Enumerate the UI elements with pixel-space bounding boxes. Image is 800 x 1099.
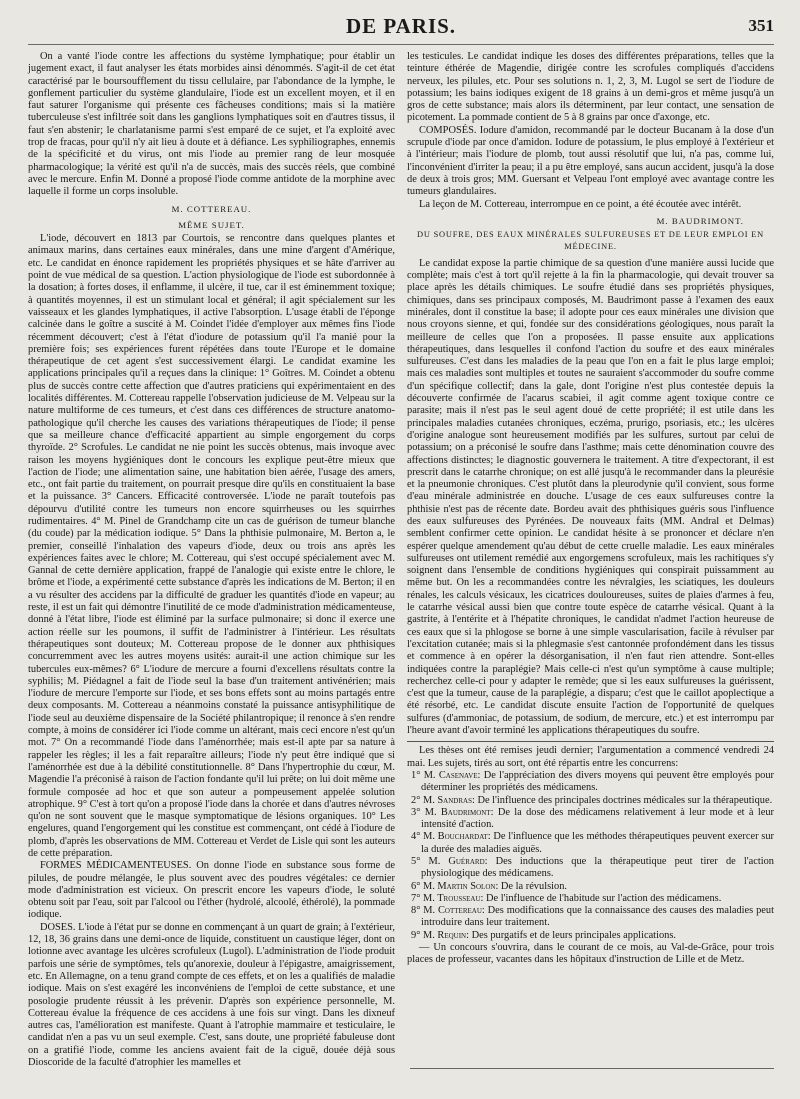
- list-item-name: M. Bouchardat: [423, 831, 488, 843]
- paragraph-testicules: les testicules. Le candidat indique les doses des différentes préparations, telles que la teinture éthérée de Magendie, dirigée contre les scrofules compliqués d'accidens nerveux, les pilules, etc. Pour ses solutions n. 1, 2, 3, M. Lugol se sert de l'iodure de potassium; les bains iodiques exigent de 18 grains à un demi-gros et même jusqu'à un gros de cette substance; mais alors ils déterminent, par leur contact, une sensation de picotement. La pommade contient de 5 à 8 grains par once d'axonge, etc.: [407, 51, 774, 124]
- list-item-name: M. Martin Solon: [422, 880, 496, 892]
- list-item-text: : De l'influence de l'habitude sur l'action des médicamens.: [480, 892, 722, 904]
- paragraph-composes: COMPOSÉS. Iodure d'amidon, recommandé par le docteur Bucanam à la dose d'un scrupule d'iode par once d'amidon. Iodure de potassium, le plus employé à l'extérieur et à l'intérieur; mais l'iodure de plomb, tout aussi résolutif que lui, n'a pas, comme lui, l'inconvénient d'irriter la peau; il a pu être employé, sans aucun accident, jusqu'à la dose de deux à trois gros; MM. Guersant et Velpeau l'ont employé avec avantage contre les tumeurs glandulaires.: [407, 124, 774, 198]
- list-item-text: : De la dose des médicamens relativement à leur mode et à leur intensité d'action.: [421, 806, 775, 831]
- list-item: [407, 856, 774, 881]
- paragraph-theses: Les thèses ont été remises jeudi dernier; l'argumentation a commencé vendredi 24 mai. Les sujets, tirés au sort, ont été répartis entre les concurrens:: [407, 745, 774, 769]
- list-item: [407, 770, 774, 795]
- list-item-number: 2°: [411, 794, 421, 806]
- list-item-number: 5°: [411, 856, 421, 867]
- paragraph-concours: — Un concours s'ouvrira, dans le courant de ce mois, au Val-de-Grâce, pour trois places de professeur, vacantes dans les hôpitaux d'instruction de Lille et de Metz.: [407, 942, 774, 966]
- list-item-name: M. Baudrimont: [424, 806, 491, 818]
- list-item: [407, 893, 774, 905]
- list-item-text: : Des modifications que la connaissance des causes des maladies peut introduire dans leur traitement.: [421, 905, 774, 929]
- footer-divider: [410, 1068, 774, 1069]
- list-item: [407, 881, 774, 893]
- list-item: [407, 930, 774, 942]
- masthead: [28, 10, 774, 45]
- list-item-name: M. Guérard: [428, 856, 485, 867]
- section-heading-soufre: DU SOUFRE, DES EAUX MINÉRALES SULFUREUSES ET DE LEUR EMPLOI EN MÉDECINE.: [416, 230, 764, 252]
- list-item-number: 6°: [411, 880, 421, 892]
- list-item-name: M. Trousseau: [422, 892, 481, 904]
- paragraph-doses: DOSES. L'iode à l'état pur se donne en commençant à un quart de grain; à l'extérieur, 12, 18, 36 grains dans une demi-once de liquide, constituent un caustique léger, dont on lotionne avec avantage les ulcères scrofuleux (Lugol). L'administration de l'iode produit parfois une série de symptômes, tels qu'anorexie, douleur à l'épigastre, amaigrissement, etc. En Allemagne, on a tenu grand compte de ces effets, et on les a qualifiés de maladie iodique. Mais on s'est exagéré les inconvéniens de l'emploi de cette substance, et une posologie prudente réussit à les prévenir. D'après son expérience personnelle, M. Cottereau évalue la fréquence de ces accidens à une fois sur vingt. Dans les dixneuf autres cas, l'amélioration est manifeste. Quant à l'atrophie mammaire et testiculaire, le candidat n'en a pas vu un seul exemple. C'est, sans doute, une propriété fabuleuse dont on a gratifié l'iode, comme les anciens avaient fait de la ciguë, douée déjà sous Dioscoride de la faculté d'atrophier les mamelles et: [28, 921, 395, 1069]
- paragraph-iode: L'iode, découvert en 1813 par Courtois, se rencontre dans quelques plantes et animaux marins, dans certaines eaux minérales, dans une mine d'argent d'Amérique, etc. Le candidat en énonce rapidement les propriétés physiques et se hâte d'arriver au point de vue médical de sa question. L'action physiologique de l'iode est subordonnée à la dosation; à fortes doses, il enflamme, il ulcère, il tue, car il est éminemment toxique; à quantités moyennes, il est un stimulant local et général; il agit spécialement sur les vaisseaux et les glandes lymphatiques, il active l'absorption. L'usage établi de l'éponge calcinée dans le goître a suscité à M. Coindet l'idée d'employer aux mêmes fins l'iode récemment découvert; c'est à l'état d'iodure de potassium qu'il l'a manié pour la première fois; ses expériences furent répétées dans toute l'Europe et le domaine thérapeutique de cet agent s'est successivement élargi. Le candidat examine les applications principales qu'il a reçues dans la clinique: 1° Goîtres. M. Coindet a obtenu plus de succès contre cette affection que d'autres praticiens qui expérimentaient en des localités différentes. M. Cottereau rappelle l'observation judicieuse de M. Velpeau sur la nature multiforme de ces tumeurs, et c'est dans ces différences de structure anatomo-pathologique qu'il cherche les causes des variations thérapeutiques de l'iode; il pense que sa meilleure chance d'efficacité appartient au simple engorgement du corps thyroïde. 2° Scrofules. Le candidat ne nie point les succès obtenus, mais invoque avec raison les moyens hygiéniques dont le concours les explique peut-être mieux que l'action de l'iode; une alimentation saine, une habitation bien aérée, l'usage des amers, etc., ont fait partie du traitement, on pourrait presque dire qu'ils en constituaient la base et la puissance. 3° Cancers. Efficacité controversée. L'iode ne paraît toutefois pas dépourvu d'utilité contre les tumeurs non encore squirrheuses ou les squirrhes rudimentaires. 4° M. Pinel de Grandchamp cite un cas de guérison de tumeur blanche (du coude) par la médication iodique. 5° Dans la phthisie pulmonaire, M. Berton a, le premier, conseillé l'inhalation des vapeurs d'iode, deux ou trois ans après les expériences faites avec le chlore; M. Cottereau, qui s'est occupé spécialement avec M. Gannal de cette dernière application, frappé de l'analogie qui existe entre le chlore, le brôme et l'iode, a expérimenté cette substance d'après les indications de M. Berton; il en a vu résulter des accidens par la difficulté de graduer les quantités d'iode en vapeur; au reste, il est un fait qui démontre l'inutilité de ce mode d'administration médicamenteuse, donné à l'état libre, l'iode est éliminé par la surface pulmonaire; si donc il exerce une action réelle sur les poumons, il suffit de l'administrer à l'intérieur. Les résultats thérapeutiques sont douteux; M. Cottereau propose de le donner aux phthisiques concurremment avec les autres moyens usités: aurait-il une action chimique sur les tubercules eux-mêmes? 6° L'iodure de mercure a fourni d'excellens résultats contre la syphilis; M. Piédagnel a fait de l'iode seul la base d'un traitement antivénérien; mais l'iodure de mercure l'emporte sur l'iode, et ses bons effets sont au moins partagés entre deux composants. M. Cottereau a néanmoins constaté la puissance antisyphilitique de l'iode seul au deuxième dispensaire de la Société philantropique; il renonce à s'en rendre compte, à moins de considérer ici l'iode comme un altérant, mais ceci encore n'est qu'un mot. 7° On a recommandé l'iode dans l'aménorrhée; mais est-il apte par sa nature à rappeler les règles; il les a fait reparaître ailleurs; l'iode n'y peut être indiqué que si l'aménorrhée est due à la débilité constitutionnelle. 8° Dans l'hypertrophie du cœur, M. Magendie l'a préconisé à raison de l'action fondante qu'il lui prête; on lui doit même une formule composée ad hoc et que son auteur a pompeusement appelée solution atrophique. 9° C'est à tort qu'on a proposé l'iode dans la chorée et dans d'autres névroses qu'on ne sont souvent que le masque symptomatique de lésions organiques. 10° Les engelures, quand l'engorgement qui les constitue est commençant, ont cédé à l'iodure de plomb, d'après les observations de MM. Cottereau et Verdet de Lisle qui sont les auteurs de cette préparation.: [28, 233, 396, 859]
- list-item-name: M. Cottereau: [423, 905, 482, 917]
- author-signature-2: M. BAUDRIMONT.: [656, 215, 744, 226]
- list-item-number: 4°: [411, 831, 421, 843]
- list-item-text: : De l'influence que les méthodes thérapeutiques peuvent exercer sur la durée des maladies aiguës.: [421, 831, 774, 855]
- page-number: 351: [748, 16, 774, 35]
- right-column: [407, 51, 774, 1069]
- paragraph-formes: FORMES MÉDICAMENTEUSES. On donne l'iode en substance sous forme de pilules, de poudre mélangée, le plus souvent avec des poudres végétales: ce dernier mode d'administration est vicieux. On prescrit encore les vapeurs d'iode, le soluté obtenu soit par l'eau, soit par l'alcool ou l'éther (hydrolé, alcoolé, éthérolé), la pommade iodique.: [28, 860, 395, 921]
- list-item-number: 9°: [411, 929, 421, 941]
- left-column: [28, 51, 395, 1069]
- list-item-name: M. Casenave: [423, 769, 478, 781]
- list-item-text: : De l'appréciation des divers moyens qui peuvent être employés pour déterminer les propriétés des médicamens.: [421, 769, 774, 794]
- list-item-number: 8°: [411, 905, 421, 917]
- list-item: [407, 905, 774, 930]
- divider: [407, 741, 774, 742]
- list-item-text: : Des purgatifs et de leurs principales applications.: [466, 929, 676, 941]
- paragraph-lymphatic: On a vanté l'iode contre les affections du système lymphatique; pour établir un jugement exact, il faut analyser les états morbides ainsi dénommés. S'agit-il de cet état caractérisé par le boursoufflement du tissu cellulaire, par l'abondance de la lymphe, le gonflement particulier du système glandulaire, l'iode est un excellent moyen, et il en faut saturer l'organisme qui présente ces fâcheuses conditions; mais si la matière tuberculeuse s'est infiltrée soit dans les ganglions lymphatiques soit en d'autres tissus, il faut s'en abstenir; le charlatanisme parmi s'est emparé de ce sujet, et l'a exploité avec trop de fracas, pour qu'il n'y ait lieu à doute et à défiance. Les syphiliographes, ennemis de la spécificité et du virus, ont mis l'iode au premier rang de leur mosquée pharmacologique; la vérité est qu'il n'a de succès, mais des succès réels, que combiné avec le mercure. Enfin M. Donné a proposé l'iode comme antidote de la morphine avec laquelle il forme un corps insoluble.: [28, 51, 395, 198]
- list-item-text: : De la révulsion.: [495, 880, 567, 892]
- list-item-name: M. Sandras: [422, 794, 472, 806]
- list-item-name: M. Requin: [422, 929, 467, 941]
- list-item: [407, 831, 774, 856]
- list-item-number: 1°: [411, 769, 421, 781]
- author-signature: M. COTTEREAU.: [171, 203, 252, 214]
- list-item-text: : Des inductions que la thérapeutique peut tirer de l'action physiologique des médicamens.: [421, 856, 774, 880]
- section-subtitle: MÊME SUJET.: [178, 219, 245, 230]
- list-item: [407, 795, 774, 807]
- article-columns: [28, 51, 774, 1069]
- paragraph-soufre: Le candidat expose la partie chimique de sa question d'une manière aussi lucide que complète; mais c'est à tort qu'il rejette à la fin la pharmacologie, qui devait trouver sa place après les détails chimiques. Le soufre étudié dans ses propriétés physiques, chimiques, dans ses principaux composés, M. Baudrimont passe à l'examen des eaux minérales, dont il constitue la base; il adopte pour ces eaux minérales une division que nous croyons sienne, et qui, fondée sur des considérations géologiques, nous paraît la meilleure de celles que l'on a proposées. Il passe ensuite aux applications thérapeutiques, dans lesquelles il confond l'action du soufre et des eaux minérales sulfureuses. C'est dans les maladies de la peau que l'on en a fait le plus large emploi; mais ces maladies sont multiples et toutes ne sauraient s'accommoder du soufre comme d'un spécifique collectif; dans la gale, dont l'origine n'est plus contestée depuis la découverte confirmée de l'acarus scabiei, il agit comme agent toxique contre ce parasite; mais il n'est pas le seul agent doué de cette propriété; il est utile dans les principales maladies cutanées chroniques, eczéma, prurigo, psoriasis, etc.; les ulcères d'origine analogue sont heureusement modifiés par les sulfures, surtout par celui de potassium; on a préconisé le soufre dans l'asthme; mais cette dénomination couvre des affections distinctes; le diagnostic gouvernera le traitement. A titre d'expectorant, il est prescrit dans le catarrhe chronique; on est allé jusqu'à le recommander dans la pleurésie et la pneumonie chroniques. C'est plutôt dans la pleurodynie qu'il convient, sous forme d'eau minérale administrée en douche. L'usage de ces eaux sulfureuses contre la phthisie n'est pas de récente date. Bordeu avait des phthisiques guéris sous l'influence des eaux sulfureuses des Pyrénées. De nouveaux faits (MM. Andral et Delmas) semblent confirmer cette opinion. Le candidat hésite à se prononcer et déclare n'en espérer quelque amendement qu'au début de cette cruelle maladie. Les eaux minérales sulfureuses ont utilement remédié aux engorgemens scrofuleux, mais les rachitiques s'y soignent dans l'ensemble de conditions hygiéniques qui conspirait puissamment au même but. On les a recommandées contre les névralgies, les sciatiques, les douleurs rénales, les calculs vésicaux, les cicatrices douloureuses, suites de plaies d'armes à feu, le catarrhe vésical aussi bien que contre toute espèce de catarrhe vésical. Quant à la gastrite, à l'entérite et à l'hépatite chroniques, le candidat n'admet l'action heureuse de ces eaux que si la phlogose se borne à une simple vascularisation, facile à révulser par l'excitation cutanée; mais si la phlegmasie s'est cantonnée profondément dans les tissus et commence à en opérer la désorganisation, il n'en faut rien attendre. Sont-elles indiquées contre la paraplégie? Mais celle-ci n'est qu'un symptôme à cause multiple; recherchez celle-ci pour y adapter le remède; que si les eaux sulfureuses la guérissent, c'est que la tumeur, cause de la paraplégie, a disparu; c'est que le caillot apoplectique a été résorbé, etc. Le candidat discute ensuite l'action de l'opportunité de quelques sulfures (d'ammoniac, de potassium, de sodium, de mercure, etc.) et est interrompu par l'heure avant d'avoir terminé les applications thérapeutiques du soufre.: [407, 257, 774, 737]
- masthead-title: DE PARIS.: [345, 14, 457, 38]
- paragraph-lecon: La leçon de M. Cottereau, interrompue en ce point, a été écoutée avec intérêt.: [419, 198, 742, 210]
- list-item-text: : De l'influence des principales doctrines médicales sur la thérapeutique.: [471, 794, 773, 806]
- list-item-number: 7°: [411, 892, 421, 904]
- list-item: [407, 807, 774, 832]
- theses-list: [407, 770, 774, 942]
- list-item-number: 3°: [411, 806, 421, 818]
